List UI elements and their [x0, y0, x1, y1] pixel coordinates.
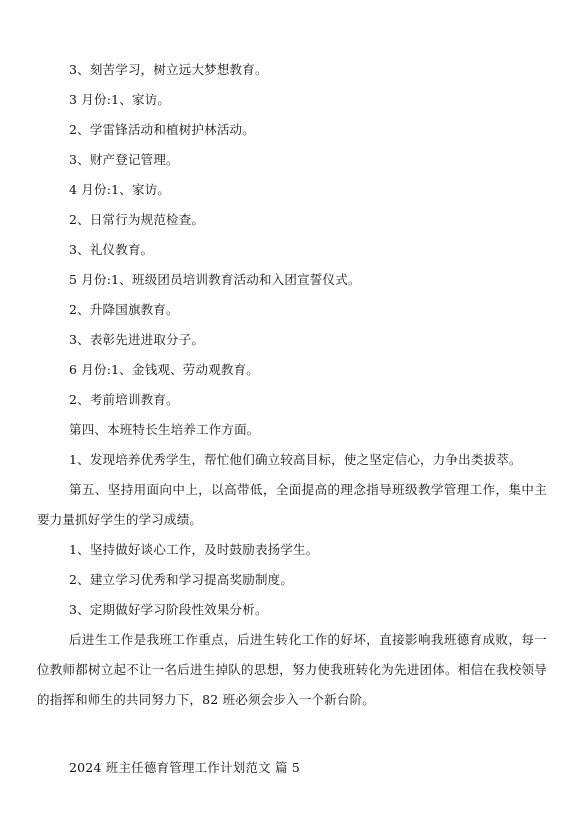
text-line: 2、日常行为规范检查。	[69, 212, 205, 227]
text-line: 5 月份:1、班级团员培训教育活动和入团宣誓仪式。	[69, 272, 361, 287]
section-heading: 第四、本班特长生培养工作方面。	[69, 422, 260, 437]
text-line: 3 月份:1、家访。	[69, 92, 171, 107]
text-line: 2、考前培训教育。	[69, 392, 179, 407]
text-line: 3、表彰先进进取分子。	[69, 332, 205, 347]
text-line: 3、刻苦学习，树立远大梦想教育。	[69, 62, 268, 77]
paragraph-closing: 后进生工作是我班工作重点，后进生转化工作的好坏，直接影响我班德育成败，每一位教师都树立起不让一名后进生掉队的思想，努力使我班转化为先进团体。相信在我校领导的指挥和师生的共同努力下，82 班必须会步入一个新台阶。	[37, 632, 547, 707]
text-line: 3、礼仪教育。	[69, 242, 154, 257]
text-line: 6 月份:1、金钱观、劳动观教育。	[69, 362, 259, 377]
text-line: 2、学雷锋活动和植树护林活动。	[69, 122, 255, 137]
text-line: 3、定期做好学习阶段性效果分析。	[69, 602, 268, 617]
text-line: 4 月份:1、家访。	[69, 182, 171, 197]
text-line: 2、升降国旗教育。	[69, 302, 179, 317]
text-line: 2、建立学习优秀和学习提高奖励制度。	[69, 572, 294, 587]
text-line: 1、发现培养优秀学生，帮忙他们确立较高目标，使之坚定信心，力争出类拔萃。	[69, 452, 522, 467]
text-line: 1、坚持做好谈心工作，及时鼓励表扬学生。	[69, 542, 319, 557]
next-section-title: 2024 班主任德育管理工作计划范文 篇 5	[69, 760, 301, 775]
text-line: 3、财产登记管理。	[69, 152, 179, 167]
paragraph-fifth: 第五、坚持用面向中上，以高带低，全面提高的理念指导班级教学管理工作，集中主要力量抓好学生的学习成绩。	[37, 482, 547, 527]
